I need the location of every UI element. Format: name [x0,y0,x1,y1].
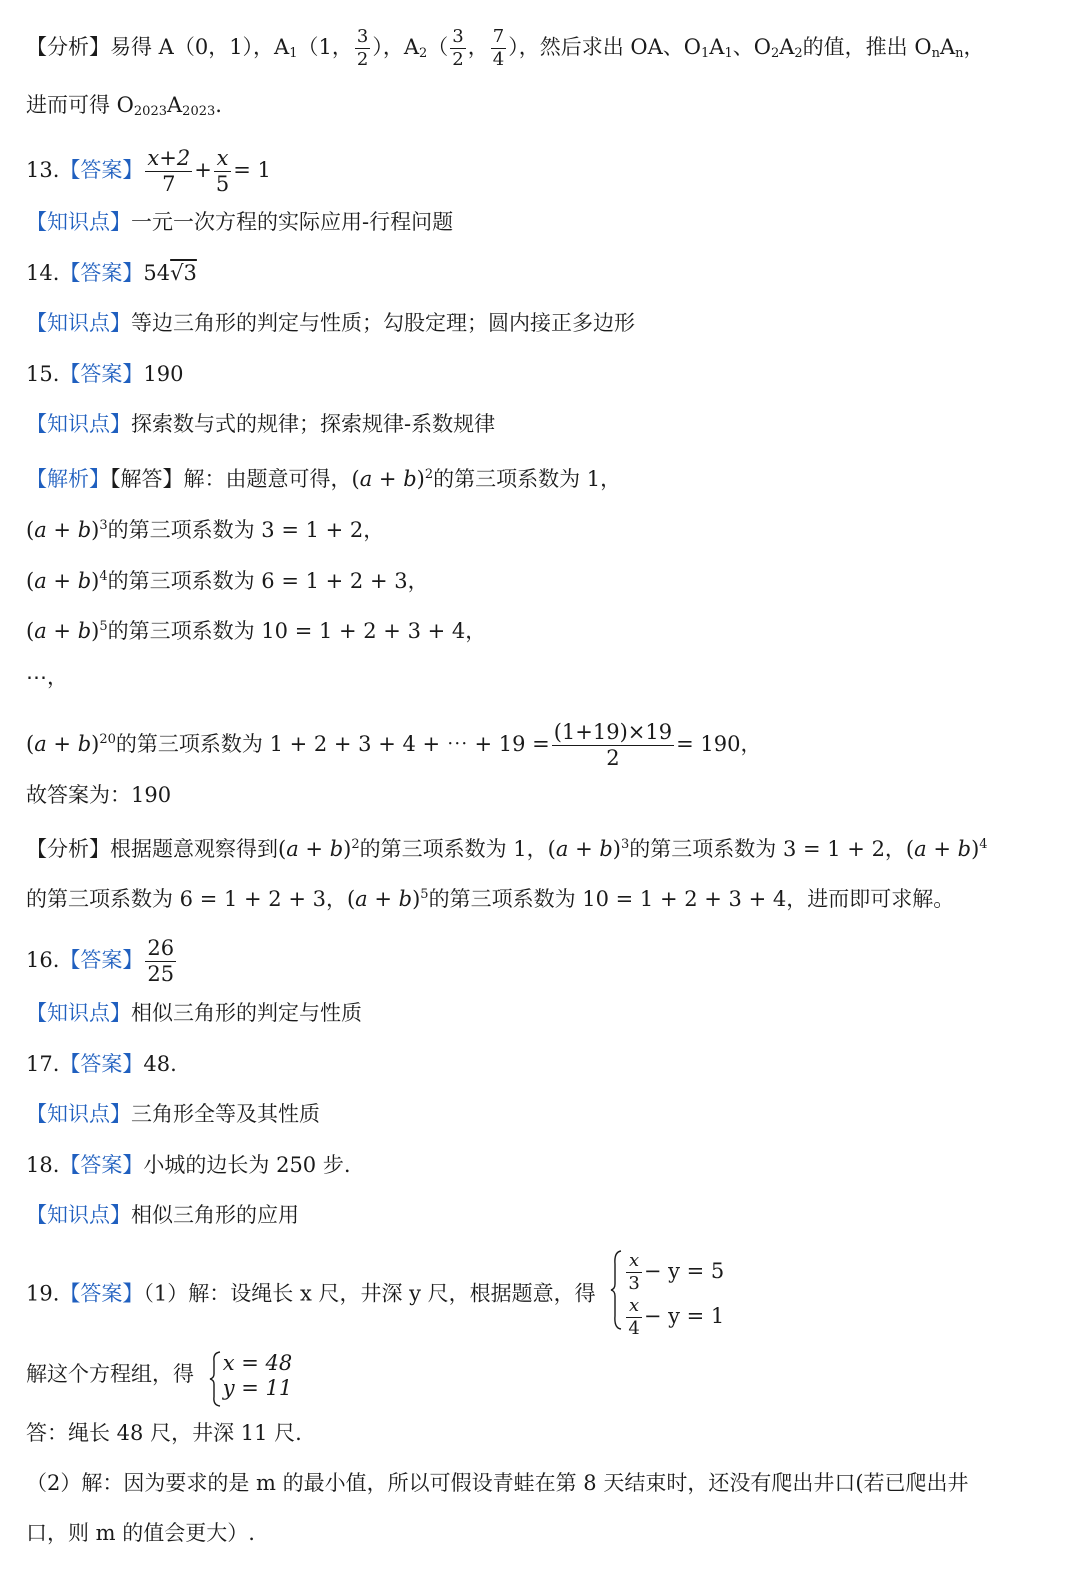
question-number: 15. [26,362,60,386]
var-b: b [77,732,92,756]
text: 根据题意观察得到( [110,837,287,861]
text: ( [26,619,35,643]
numerator: (1+19)×19 [553,720,673,744]
solution-x: x = 48 [222,1350,293,1375]
analysis-tag: 【分析】 [26,35,110,59]
answer-15-final [26,780,1066,810]
question-number: 13. [26,158,60,182]
text: 的第三项系数为 10 = 1 + 2 + 3 + 4， [107,619,487,643]
analysis-15-line-1 [26,830,1066,864]
left-brace-icon [209,1351,221,1407]
text: 易得 A（0，1），A [110,35,290,59]
numerator: 7 [492,26,505,47]
text: 的第三项系数为 3 = 1 + 2， [107,518,385,542]
var-b: b [77,569,92,593]
text: ) [91,569,100,593]
knowledge-text: 探索数与式的规律；探索规律-系数规律 [131,412,496,436]
solution-15-line-4 [26,612,1066,646]
text: A [167,93,183,117]
plus-sign: + [298,837,330,861]
answer-14 [26,258,1066,288]
text: A [779,35,795,59]
text: ， [467,35,489,59]
text: ) [612,837,621,861]
answer-tag: 【答案】 [59,362,144,386]
var-a: a [34,518,47,542]
plus-sign: + [367,887,399,911]
numerator: x+2 [147,146,191,170]
answer-tag: 【答案】 [59,1281,144,1306]
denominator: 3 [628,1273,640,1294]
left-brace-icon [610,1250,622,1330]
exponent: 3 [99,518,108,533]
numerator: 26 [147,936,175,960]
fraction [450,28,465,69]
subscript: 1 [724,46,733,61]
knowledge-15 [26,409,1066,439]
var-b: b [599,837,613,861]
question-number: 18. [26,1153,60,1177]
subscript: 2023 [133,104,167,119]
numerator: x [626,1297,641,1318]
answer-15 [26,359,1066,389]
analysis-15-line-2 [26,880,1066,914]
question-number: 16. [26,948,60,972]
plus-sign: + [46,569,78,593]
denominator: 7 [162,172,176,196]
solution-tag: 【解答】 [110,467,184,491]
plus-sign: + [372,467,404,491]
subscript: n [931,46,940,61]
text: （ [427,35,449,59]
exponent: 3 [621,837,630,852]
fraction [214,148,231,195]
knowledge-tag: 【知识点】 [26,210,131,234]
var-a: a [34,569,47,593]
knowledge-18 [26,1200,1066,1230]
fraction [145,148,192,195]
answer-13 [26,148,1066,195]
text: 的第三项系数为 10 = 1 + 2 + 3 + 4，进而即可求解。 [428,887,955,911]
var-a: a [286,837,299,861]
knowledge-text: 一元一次方程的实际应用-行程问题 [131,210,454,234]
answer-tag: 【答案】 [59,1052,144,1076]
explanation-tag: 【解析】 [26,467,110,491]
answer-value: 48. [143,1052,177,1076]
subscript: 2023 [182,104,216,119]
plus-sign: + [46,732,78,756]
denominator: 5 [215,172,230,196]
var-a: a [359,467,373,491]
text: ， [963,35,985,59]
answer-tag: 【答案】 [59,261,144,285]
text: ) [416,467,425,491]
equation-2 [624,1295,724,1340]
plus-sign: + [46,518,78,542]
plus-sign: + [46,619,78,643]
fraction [552,722,674,769]
subscript: 2 [419,46,428,61]
var-a: a [34,619,47,643]
text: 的第三项系数为 6 = 1 + 2 + 3，( [26,887,356,911]
exponent: 5 [99,619,108,634]
var-b: b [329,837,344,861]
knowledge-text: 三角形全等及其性质 [131,1102,320,1126]
analysis-line-2 [26,90,1066,127]
answer-19 [26,1250,1066,1340]
exponent: 4 [979,837,988,852]
var-b: b [77,518,92,542]
text: 、O [732,35,771,59]
knowledge-16 [26,998,1066,1028]
exponent: 2 [424,467,434,482]
ellipsis: ⋯， [26,665,68,689]
knowledge-text: 相似三角形的判定与性质 [131,1001,362,1025]
solution-15-line-20 [26,722,1066,769]
question-number: 19. [26,1281,60,1306]
text: 解这个方程组，得 [26,1362,194,1386]
subscript: n [955,46,964,61]
text: ) [91,732,100,756]
knowledge-tag: 【知识点】 [26,311,131,335]
fraction [145,938,176,985]
text: A [709,35,725,59]
knowledge-tag: 【知识点】 [26,412,131,436]
exponent: 20 [99,732,116,747]
knowledge-tag: 【知识点】 [26,1102,131,1126]
plus-sign: + [568,837,600,861]
var-b: b [957,837,972,861]
text: A [939,35,956,59]
text: 的第三项系数为 3 = 1 + 2，( [629,837,915,861]
numerator: x [214,148,231,172]
text: ) [971,837,980,861]
var-a: a [914,837,927,861]
answer-value: 小城的边长为 250 步. [143,1153,351,1177]
denominator: 2 [356,49,369,70]
answer-tag: 【答案】 [59,948,144,972]
equation-rhs: − y = 5 [643,1259,725,1283]
denominator: 2 [606,746,620,770]
subscript: 1 [700,46,710,61]
subscript: 2 [794,46,803,61]
plus-sign: + [194,158,212,182]
exponent: 2 [351,837,360,852]
solution-15-line-2 [26,511,1066,545]
question-number: 14. [26,261,60,285]
answer-value: 54 [143,261,171,285]
numerator: 3 [356,26,369,47]
text: 的第三项系数为 6 = 1 + 2 + 3， [107,569,429,593]
numerator: x [626,1252,641,1273]
numerator: 3 [452,26,464,47]
answer-text: （1）解：设绳长 x 尺，井深 y 尺，根据题意，得 [143,1281,596,1306]
knowledge-text: 相似三角形的应用 [131,1203,299,1227]
answer-19-part2-line-2 [26,1518,1066,1548]
fraction [626,1252,641,1293]
fraction [355,28,370,69]
solution-19-system [26,1346,1066,1402]
equation-rhs: − y = 1 [643,1304,725,1328]
text: （1， [297,35,353,59]
text: = 190， [676,732,762,756]
exponent: 4 [99,569,108,584]
question-number: 17. [26,1052,60,1076]
text: ) [412,887,421,911]
text: ) [343,837,352,861]
analysis-line-1 [26,28,1066,69]
text: 的第三项系数为 1， [433,467,622,491]
var-a: a [34,732,47,756]
answer-16 [26,938,1066,985]
knowledge-13 [26,207,1066,237]
answer-19-part1-final [26,1418,1066,1448]
text: ），A [372,35,420,59]
part2-text: 口，则 m 的值会更大）. [26,1521,255,1545]
text: ) [91,518,100,542]
text: ( [26,518,35,542]
equation-system [610,1250,724,1340]
var-b: b [77,619,92,643]
knowledge-14 [26,308,1066,338]
fraction [626,1297,641,1338]
text: ），然后求出 OA、O [508,35,701,59]
var-a: a [555,837,569,861]
text: 解：由题意可得，( [183,467,360,491]
exponent: 5 [420,887,429,902]
final-answer: 故答案为：190 [26,783,172,807]
text: ) [91,619,100,643]
knowledge-17 [26,1099,1066,1129]
answer-tag: 【答案】 [59,158,144,182]
var-b: b [398,887,413,911]
solution-15-line-3 [26,562,1066,596]
text: 的第三项系数为 1，( [359,837,556,861]
denominator: 4 [628,1318,640,1339]
sqrt-value: √3 [170,261,197,285]
answer-18 [26,1150,1066,1180]
knowledge-tag: 【知识点】 [26,1001,131,1025]
text: . [215,93,222,117]
solution-15-line-1 [26,460,1066,494]
solution-y: y = 11 [222,1375,293,1400]
subscript: 2 [770,46,780,61]
equation-1 [624,1250,724,1295]
text: 的值，推出 O [802,35,932,59]
denominator: 25 [147,962,175,986]
solution-system [209,1351,293,1401]
answer-17 [26,1049,1066,1079]
text: 进而可得 O [26,93,134,117]
var-b: b [403,467,417,491]
solution-15-ellipsis [26,662,1066,692]
answer-tag: 【答案】 [59,1153,144,1177]
equals: = 1 [233,158,271,182]
text: 的第三项系数为 1 + 2 + 3 + 4 + ⋯ + 19 = [115,732,550,756]
plus-sign: + [926,837,958,861]
denominator: 2 [452,49,464,70]
part2-text: （2）解：因为要求的是 m 的最小值，所以可假设青蛙在第 8 天结束时，还没有爬出井口(若已爬出井 [26,1471,969,1495]
answer-19-part2-line-1 [26,1468,1066,1498]
text: ( [26,569,35,593]
denominator: 4 [492,49,505,70]
answer-value: 190 [143,362,184,386]
knowledge-tag: 【知识点】 [26,1203,131,1227]
var-a: a [355,887,368,911]
fraction [491,28,506,69]
final-answer: 答：绳长 48 尺，井深 11 尺. [26,1421,302,1445]
analysis-tag: 【分析】 [26,837,110,861]
knowledge-text: 等边三角形的判定与性质；勾股定理；圆内接正多边形 [131,311,635,335]
subscript: 1 [289,46,298,61]
text: ( [26,732,35,756]
